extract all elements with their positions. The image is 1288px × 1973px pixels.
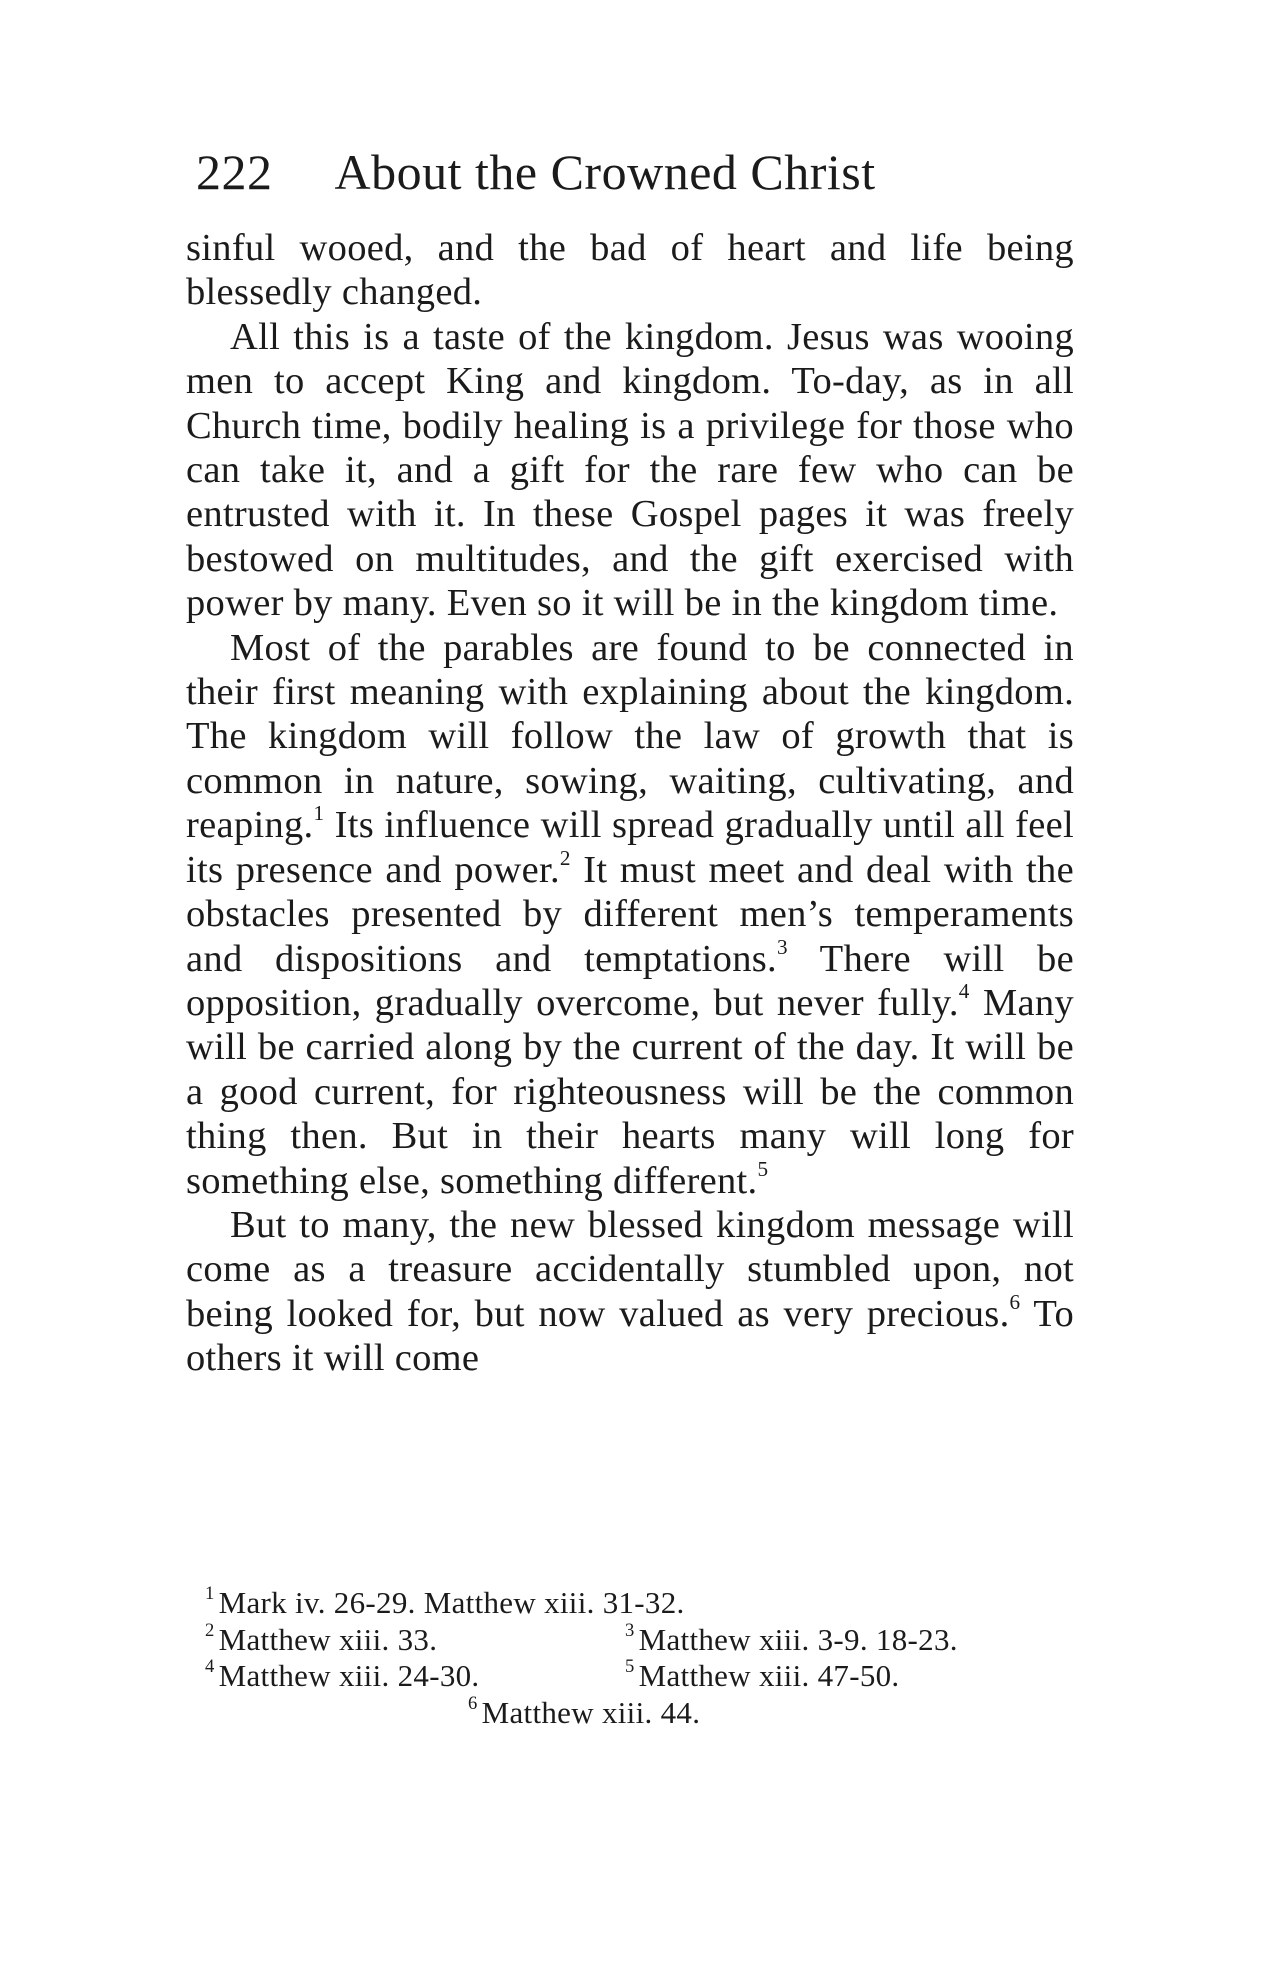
text-run: All this is a taste of the kingdom. Jesus was wooing men to accept King and kingdom. To-day, as in all Church time, bodily healing is a privilege for those who can take it, and a gift for the rare few who can be entrusted with it. In these Gospel pages it was freely bestowed on multitudes, and the gift exercised with power by many. Even so it will be in the kingdom time. [186, 315, 1074, 625]
body-text [186, 226, 1074, 1381]
footnote-ref: Matthew xiii. 24-30. [218, 1658, 480, 1693]
footnote-reference-marker: 5 [757, 1156, 769, 1181]
footnote-ref: Matthew xiii. 33. [218, 1621, 438, 1657]
text-run: sinful wooed, and the bad of heart and life being blessedly changed. [186, 227, 1074, 314]
footnote-row [205, 1692, 1085, 1732]
page-number: 222 [196, 144, 273, 200]
footnote-row [205, 1658, 1085, 1695]
footnote-ref: Mark iv. 26-29. Matthew xiii. 31-32. [218, 1585, 685, 1620]
paragraph [186, 226, 1074, 315]
paragraph [186, 315, 1074, 626]
footnote-marker: 3 [625, 1619, 635, 1641]
text-run: Its influence will spread gradually until all feel its presence and power. [186, 804, 1074, 891]
footnotes [205, 1585, 1085, 1731]
footnote-marker: 2 [205, 1619, 215, 1641]
footnote-marker: 4 [205, 1656, 215, 1678]
footnote-row [205, 1585, 1085, 1622]
text-run: Many will be carried along by the current of the day. It will be a good current, for righteousness will be the common thing then. But in their hearts many will long for something else, something different. [186, 981, 1074, 1202]
text-run: But to many, the new blessed kingdom message will come as a treasure accidentally stumbled upon, not being looked for, but now valued as very precious. [186, 1203, 1074, 1335]
footnote [625, 1619, 958, 1659]
footnote-reference-marker: 6 [1009, 1289, 1021, 1314]
text-run: To others it will come [186, 1292, 1074, 1380]
footnote-ref: Matthew xiii. 47-50. [638, 1658, 900, 1693]
footnote [205, 1585, 685, 1620]
footnote-ref: Matthew xiii. 44. [481, 1694, 701, 1730]
footnote-marker: 1 [205, 1583, 215, 1605]
footnote [205, 1619, 438, 1657]
footnote-reference-marker: 2 [559, 845, 571, 870]
paragraph [186, 626, 1074, 1203]
footnote-reference-marker: 3 [776, 934, 788, 959]
footnote-reference-marker: 4 [958, 978, 970, 1003]
text-run: Most of the parables are found to be connected in their first meaning with explaining about the kingdom. The kingdom will follow the law of growth that is common in nature, sowing, waiting, cultivating, and reaping. [186, 626, 1074, 847]
paragraph [186, 1203, 1074, 1381]
running-header [196, 142, 1096, 202]
footnote [625, 1658, 899, 1695]
footnote-row [205, 1619, 1085, 1659]
running-title: About the Crowned Christ [334, 144, 876, 200]
footnote-marker: 5 [625, 1656, 635, 1678]
footnote [468, 1692, 701, 1730]
footnote-ref: Matthew xiii. 3-9. 18-23. [638, 1621, 958, 1657]
text-run: There will be opposition, gradually overcome, but never fully. [186, 937, 1074, 1024]
text-run: It must meet and deal with the obstacles presented by different men’s temperaments and dispositions and temptations. [186, 848, 1074, 980]
footnote-reference-marker: 1 [313, 801, 325, 826]
footnote [205, 1658, 479, 1693]
footnote-marker: 6 [468, 1692, 478, 1714]
